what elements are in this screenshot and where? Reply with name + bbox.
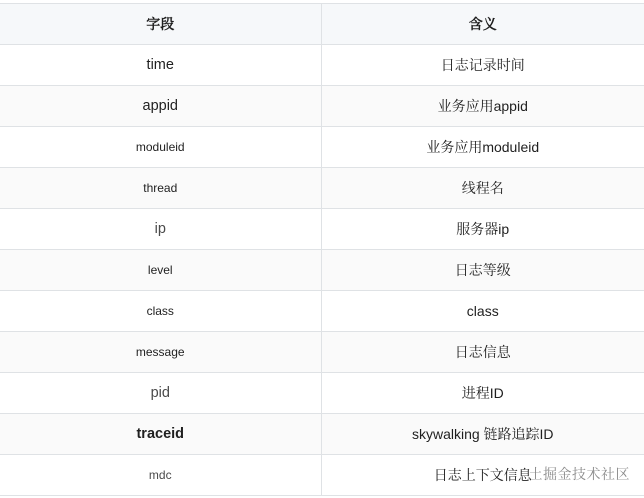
meaning-cell: 线程名 xyxy=(321,168,644,209)
meaning-cell: 日志上下文信息 xyxy=(321,455,644,496)
table-row xyxy=(0,373,644,414)
meaning-cell: 日志记录时间 xyxy=(321,45,644,86)
field-cell: class xyxy=(0,291,321,332)
meaning-cell: class xyxy=(321,291,644,332)
table-header-row xyxy=(0,4,644,45)
field-cell: pid xyxy=(0,373,321,414)
field-cell: appid xyxy=(0,86,321,127)
meaning-cell: 服务器ip xyxy=(321,209,644,250)
table-row xyxy=(0,250,644,291)
table-row xyxy=(0,209,644,250)
table-row xyxy=(0,332,644,373)
table-row xyxy=(0,45,644,86)
field-cell: mdc xyxy=(0,455,321,496)
table-row xyxy=(0,168,644,209)
field-cell: thread xyxy=(0,168,321,209)
table-row xyxy=(0,86,644,127)
table-row xyxy=(0,291,644,332)
watermark: 土掘金技术社区 xyxy=(528,467,630,483)
field-cell: message xyxy=(0,332,321,373)
fields-table xyxy=(0,3,644,496)
field-cell: ip xyxy=(0,209,321,250)
field-cell: level xyxy=(0,250,321,291)
meaning-cell: 业务应用appid xyxy=(321,86,644,127)
header-field: 字段 xyxy=(0,4,321,45)
field-cell: moduleid xyxy=(0,127,321,168)
meaning-cell: 业务应用moduleid xyxy=(321,127,644,168)
meaning-cell: 日志等级 xyxy=(321,250,644,291)
table-row xyxy=(0,414,644,455)
field-cell: time xyxy=(0,45,321,86)
meaning-cell: 进程ID xyxy=(321,373,644,414)
header-meaning: 含义 xyxy=(321,4,644,45)
table-row xyxy=(0,127,644,168)
meaning-cell: skywalking 链路追踪ID xyxy=(321,414,644,455)
meaning-cell: 日志信息 xyxy=(321,332,644,373)
field-cell: traceid xyxy=(0,414,321,455)
